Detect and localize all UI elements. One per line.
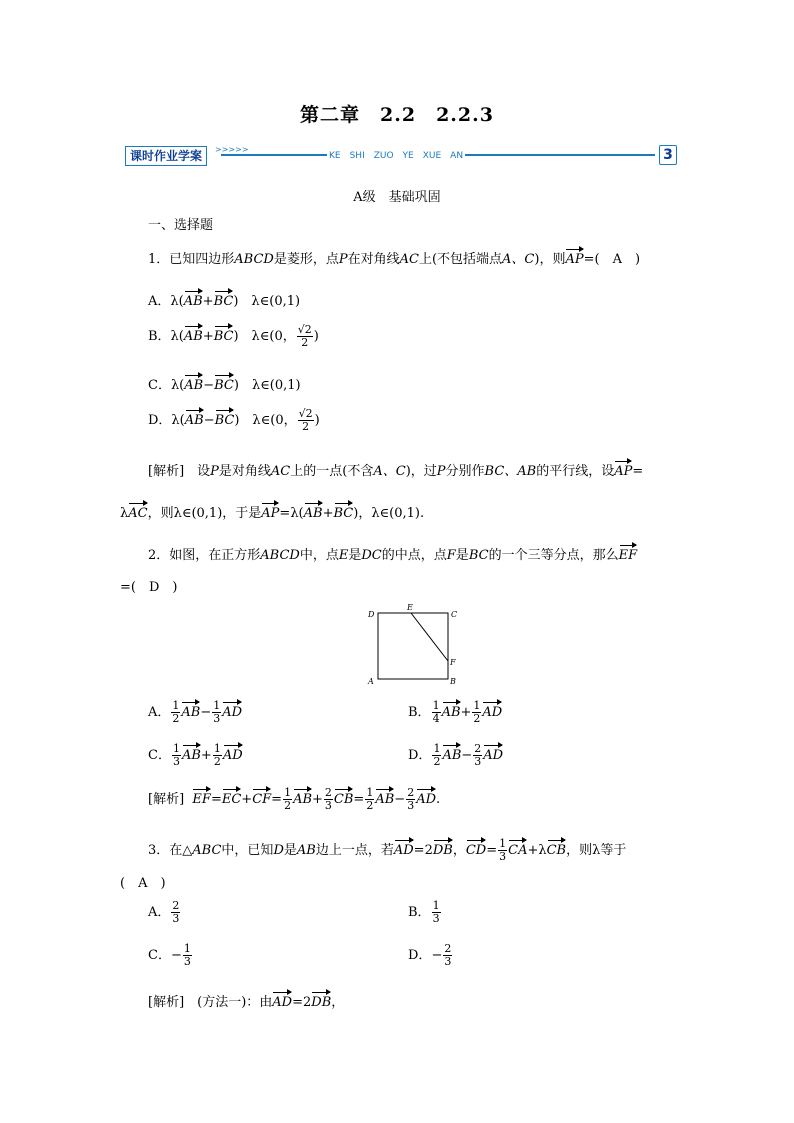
numerator: 1 bbox=[432, 699, 440, 712]
q2-option-d bbox=[408, 743, 503, 768]
denominator: 2 bbox=[284, 799, 292, 812]
text: B． bbox=[408, 905, 431, 920]
text: AC bbox=[270, 464, 291, 479]
vector: AD bbox=[483, 748, 504, 763]
denominator: 3 bbox=[324, 799, 332, 812]
text: C． bbox=[148, 948, 171, 963]
q1-solution-line2 bbox=[120, 502, 424, 521]
page-title: 第二章 2.2 2.2.3 bbox=[300, 104, 494, 126]
text: B．λ( bbox=[148, 329, 184, 344]
vector: DB bbox=[311, 995, 332, 1010]
text: F bbox=[446, 548, 456, 563]
text: 2．如图，在正方形 bbox=[148, 548, 261, 563]
numerator: 2 bbox=[474, 742, 482, 755]
vector: AD bbox=[393, 843, 414, 858]
vector: AB bbox=[181, 748, 201, 763]
text: 是 bbox=[455, 548, 469, 563]
text: − bbox=[200, 705, 212, 720]
text: ) λ∈(0， bbox=[233, 329, 296, 344]
q3-solution bbox=[148, 991, 344, 1010]
q3-option-d bbox=[408, 943, 453, 968]
text: AC bbox=[399, 252, 419, 267]
fraction bbox=[498, 838, 507, 863]
vector: AB bbox=[303, 506, 323, 521]
vector: DB bbox=[432, 843, 453, 858]
fraction bbox=[283, 787, 292, 812]
denominator: 2 bbox=[366, 799, 374, 812]
vector: AB bbox=[183, 329, 203, 344]
vector: CB bbox=[546, 843, 567, 858]
q2-option-c bbox=[148, 743, 243, 768]
banner-number: 3 bbox=[659, 145, 677, 165]
text: − bbox=[203, 413, 215, 428]
segment-ef bbox=[411, 613, 448, 661]
label-f: F bbox=[450, 658, 456, 667]
vector: AB bbox=[441, 705, 461, 720]
text: A．λ( bbox=[148, 294, 184, 309]
numerator: 1 bbox=[213, 699, 221, 712]
text: 的平行线，设 bbox=[536, 464, 615, 479]
denominator: 2 bbox=[433, 755, 441, 768]
numerator: 1 bbox=[213, 742, 221, 755]
fraction bbox=[213, 743, 222, 768]
q2-option-b bbox=[408, 700, 502, 725]
vector: AP bbox=[614, 464, 633, 479]
square-abcd bbox=[378, 613, 448, 679]
fraction bbox=[473, 743, 482, 768]
numerator: 2 bbox=[407, 786, 415, 799]
denominator: 3 bbox=[172, 755, 180, 768]
text: 上的一点(不含 bbox=[290, 464, 374, 479]
vector: AB bbox=[184, 378, 204, 393]
vector: BC bbox=[333, 506, 354, 521]
text: D bbox=[273, 843, 284, 858]
vector: BC bbox=[213, 294, 234, 309]
denominator: 2 bbox=[301, 336, 309, 349]
text: + bbox=[200, 748, 212, 763]
answer: =( A ) bbox=[583, 252, 641, 267]
numerator: √2 bbox=[297, 323, 312, 336]
text: 上(不包括端点 bbox=[418, 252, 503, 267]
text: )，过 bbox=[405, 464, 437, 479]
denominator: 3 bbox=[444, 955, 452, 968]
text: 是 bbox=[283, 843, 297, 858]
text: + bbox=[460, 705, 472, 720]
text: − bbox=[394, 792, 406, 807]
text: + bbox=[322, 506, 334, 521]
vector: AD bbox=[416, 792, 436, 807]
text: [解析] bbox=[148, 792, 185, 807]
text: = bbox=[210, 792, 222, 807]
text: BC、AB bbox=[484, 464, 537, 479]
level-heading: A级 基础巩固 bbox=[353, 190, 441, 205]
banner-label: 课时作业学案 bbox=[125, 146, 207, 166]
text: A、C bbox=[502, 252, 535, 267]
fraction bbox=[472, 700, 481, 725]
denominator: 2 bbox=[473, 712, 481, 725]
vector: CB bbox=[333, 792, 354, 807]
text: − bbox=[431, 948, 443, 963]
banner-pinyin: KE SHI ZUO YE XUE AN bbox=[327, 148, 465, 161]
text: 3．在△ bbox=[148, 843, 193, 858]
text: + bbox=[202, 329, 214, 344]
numerator: 1 bbox=[432, 899, 440, 912]
fraction bbox=[406, 787, 415, 812]
fraction bbox=[298, 408, 314, 433]
denominator: 4 bbox=[432, 712, 440, 725]
text: 1．已知四边形 bbox=[148, 252, 235, 267]
label-e: E bbox=[407, 603, 413, 612]
denominator: 2 bbox=[172, 712, 180, 725]
text: B． bbox=[408, 705, 431, 720]
text: D． bbox=[408, 748, 432, 763]
denominator: 3 bbox=[474, 755, 482, 768]
fraction bbox=[432, 743, 441, 768]
vector: BC bbox=[214, 378, 234, 393]
denominator: 3 bbox=[432, 912, 440, 925]
q3-option-c bbox=[148, 943, 193, 968]
text: C． bbox=[148, 748, 171, 763]
text: ) λ∈(0,1) bbox=[233, 378, 301, 393]
text: 边上一点，若 bbox=[315, 843, 394, 858]
text: AB bbox=[296, 843, 316, 858]
numerator: 1 bbox=[183, 942, 191, 955]
denominator: 3 bbox=[499, 850, 507, 863]
text: A． bbox=[148, 705, 171, 720]
text: ， bbox=[452, 843, 466, 858]
text: ) λ∈(0,1) bbox=[233, 294, 301, 309]
vector: AB bbox=[183, 294, 203, 309]
text: 在对角线 bbox=[347, 252, 400, 267]
text: 的中点，点 bbox=[381, 548, 447, 563]
fraction bbox=[212, 700, 221, 725]
vector: AD bbox=[222, 705, 243, 720]
numerator: 1 bbox=[172, 699, 180, 712]
text: DC bbox=[361, 548, 382, 563]
vector: AD bbox=[482, 705, 503, 720]
text: + bbox=[312, 792, 323, 807]
text: ABCD bbox=[234, 252, 274, 267]
vector: AB bbox=[181, 705, 201, 720]
text: − bbox=[461, 748, 473, 763]
text: BC bbox=[468, 548, 489, 563]
fraction bbox=[432, 900, 441, 925]
text: − bbox=[203, 378, 215, 393]
section-banner bbox=[125, 146, 677, 166]
q3-option-b bbox=[408, 900, 442, 925]
vector: AC bbox=[128, 506, 148, 521]
text: = bbox=[271, 792, 283, 807]
fraction bbox=[324, 787, 333, 812]
text: ) bbox=[313, 329, 319, 344]
vector: EF bbox=[192, 792, 211, 807]
text: − bbox=[170, 948, 182, 963]
denominator: 3 bbox=[172, 912, 180, 925]
fraction bbox=[171, 900, 180, 925]
text: ABCD bbox=[260, 548, 300, 563]
numerator: 1 bbox=[284, 786, 292, 799]
text: A、C bbox=[373, 464, 406, 479]
q3-answer: ( A ) bbox=[120, 876, 166, 891]
text: = bbox=[486, 843, 498, 858]
numerator: 1 bbox=[366, 786, 374, 799]
vector: CF bbox=[252, 792, 272, 807]
vector: AB bbox=[442, 748, 462, 763]
text: )，则 bbox=[534, 252, 566, 267]
fraction bbox=[432, 700, 441, 725]
text: = bbox=[353, 792, 365, 807]
fraction bbox=[183, 943, 192, 968]
numerator: 2 bbox=[324, 786, 332, 799]
section-heading: 一、选择题 bbox=[148, 218, 214, 233]
text: P bbox=[210, 464, 219, 479]
text: 是菱形，点 bbox=[273, 252, 339, 267]
text: =2 bbox=[292, 995, 312, 1010]
vector: AD bbox=[222, 748, 243, 763]
denominator: 2 bbox=[302, 420, 310, 433]
q2-answer: =( D ) bbox=[120, 580, 178, 595]
denominator: 3 bbox=[183, 955, 191, 968]
q3-stem bbox=[148, 838, 626, 863]
numerator: 1 bbox=[473, 699, 481, 712]
vector: AD bbox=[272, 995, 293, 1010]
vector: EF bbox=[618, 548, 638, 563]
q1-solution-line1 bbox=[148, 460, 643, 479]
text: ) bbox=[314, 413, 320, 428]
text: ，则λ∈(0,1)，于是 bbox=[147, 506, 262, 521]
text: [解析] 设 bbox=[148, 464, 211, 479]
text: P bbox=[436, 464, 446, 479]
q1-option-a bbox=[148, 290, 300, 309]
text: λ bbox=[120, 506, 129, 521]
banner-arrows: >>>>> bbox=[215, 145, 249, 154]
label-a: A bbox=[368, 677, 374, 686]
text: = bbox=[632, 464, 644, 479]
numerator: √2 bbox=[298, 407, 313, 420]
q1-option-d bbox=[148, 408, 320, 433]
label-c: C bbox=[451, 610, 458, 619]
fraction bbox=[172, 743, 181, 768]
text: 中，点 bbox=[299, 548, 339, 563]
text: 的一个三等分点，那么 bbox=[488, 548, 619, 563]
vector: EC bbox=[221, 792, 242, 807]
numerator: 1 bbox=[172, 742, 180, 755]
vector: AP bbox=[261, 506, 280, 521]
fraction bbox=[365, 787, 374, 812]
q2-option-a bbox=[148, 700, 242, 725]
vector: BC bbox=[213, 329, 234, 344]
q2-solution bbox=[148, 787, 440, 812]
text: 是 bbox=[348, 548, 362, 563]
text: P bbox=[338, 252, 348, 267]
fraction bbox=[443, 943, 452, 968]
text: 是对角线 bbox=[218, 464, 271, 479]
vector: AB bbox=[375, 792, 395, 807]
numerator: 2 bbox=[444, 942, 452, 955]
q2-stem bbox=[148, 544, 637, 563]
vector: CD bbox=[465, 843, 487, 858]
text: E bbox=[338, 548, 349, 563]
label-d: D bbox=[368, 610, 375, 619]
text: [解析] (方法一)：由 bbox=[148, 995, 273, 1010]
numerator: 2 bbox=[172, 899, 180, 912]
denominator: 3 bbox=[407, 799, 415, 812]
text: A． bbox=[148, 905, 171, 920]
text: =2 bbox=[413, 843, 433, 858]
denominator: 2 bbox=[213, 755, 221, 768]
text: ) λ∈(0， bbox=[234, 413, 297, 428]
text: ，则λ等于 bbox=[566, 843, 627, 858]
text: +λ bbox=[527, 843, 547, 858]
text: ， bbox=[331, 995, 345, 1010]
text: + bbox=[241, 792, 253, 807]
q1-stem bbox=[148, 248, 640, 267]
vector: AP bbox=[565, 252, 584, 267]
vector: AB bbox=[293, 792, 313, 807]
fraction bbox=[297, 324, 313, 349]
text: ABC bbox=[192, 843, 222, 858]
text: + bbox=[202, 294, 214, 309]
text: . bbox=[436, 792, 441, 807]
vector: BC bbox=[214, 413, 235, 428]
square-figure bbox=[366, 602, 460, 686]
label-b: B bbox=[450, 677, 456, 686]
fraction bbox=[171, 700, 180, 725]
text: 分别作 bbox=[445, 464, 485, 479]
numerator: 1 bbox=[433, 742, 441, 755]
text: 中，已知 bbox=[221, 843, 274, 858]
q1-option-c bbox=[148, 374, 301, 393]
vector: CA bbox=[508, 843, 528, 858]
denominator: 3 bbox=[213, 712, 221, 725]
text: )，λ∈(0,1). bbox=[353, 506, 425, 521]
vector: AB bbox=[184, 413, 204, 428]
text: D． bbox=[408, 948, 432, 963]
q1-option-b bbox=[148, 324, 319, 349]
text: =λ( bbox=[279, 506, 304, 521]
text: C．λ( bbox=[148, 378, 185, 393]
q3-option-a bbox=[148, 900, 181, 925]
text: D．λ( bbox=[148, 413, 185, 428]
numerator: 1 bbox=[499, 837, 507, 850]
